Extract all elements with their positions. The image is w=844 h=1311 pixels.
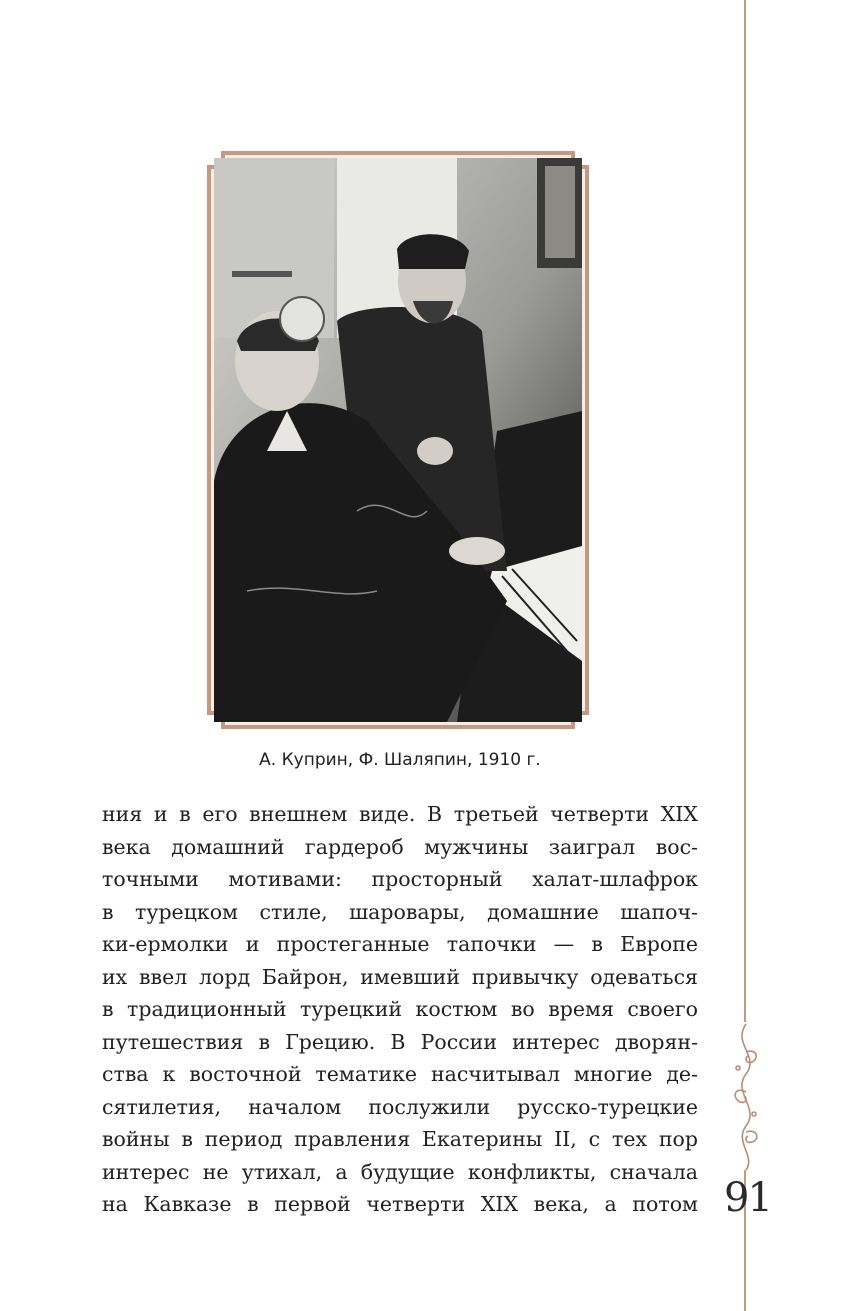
text-line: в традиционный турецкий костюм во время своего: [102, 997, 698, 1021]
figure-caption: А. Куприн, Ф. Шаляпин, 1910 г.: [259, 750, 541, 770]
text-line: в турецком стиле, шаровары, домашние шапоч-: [102, 899, 698, 924]
text-line: их ввел лорд Байрон, имевший привычку одеваться: [102, 964, 698, 989]
photograph: [214, 158, 582, 722]
page-number: 91: [724, 1175, 771, 1221]
text-line: сятилетия, началом послужили русско-турецкие: [102, 1094, 698, 1119]
text-line: века домашний гардероб мужчины заиграл вос-: [102, 834, 698, 859]
photo-figure: [207, 151, 589, 729]
text-line: интерес не утихал, а будущие конфликты, сначала: [102, 1159, 698, 1184]
body-paragraph: [102, 798, 698, 1221]
text-line: ства к восточной тематике насчитывал многие де-: [102, 1062, 698, 1086]
text-line: точными мотивами: просторный халат-шлафрок: [102, 867, 698, 891]
floral-ornament-icon: [726, 1022, 766, 1172]
text-line: на Кавказе в первой четверти XIX века, а потом: [102, 1192, 698, 1216]
text-line: ния и в его внешнем виде. В третьей четверти XIX: [102, 802, 698, 826]
text-line: войны в период правления Екатерины II, с тех пор: [102, 1127, 698, 1151]
text-line: путешествия в Грецию. В России интерес дворян-: [102, 1029, 698, 1054]
text-line: ки-ермолки и простеганные тапочки — в Европе: [102, 932, 698, 956]
